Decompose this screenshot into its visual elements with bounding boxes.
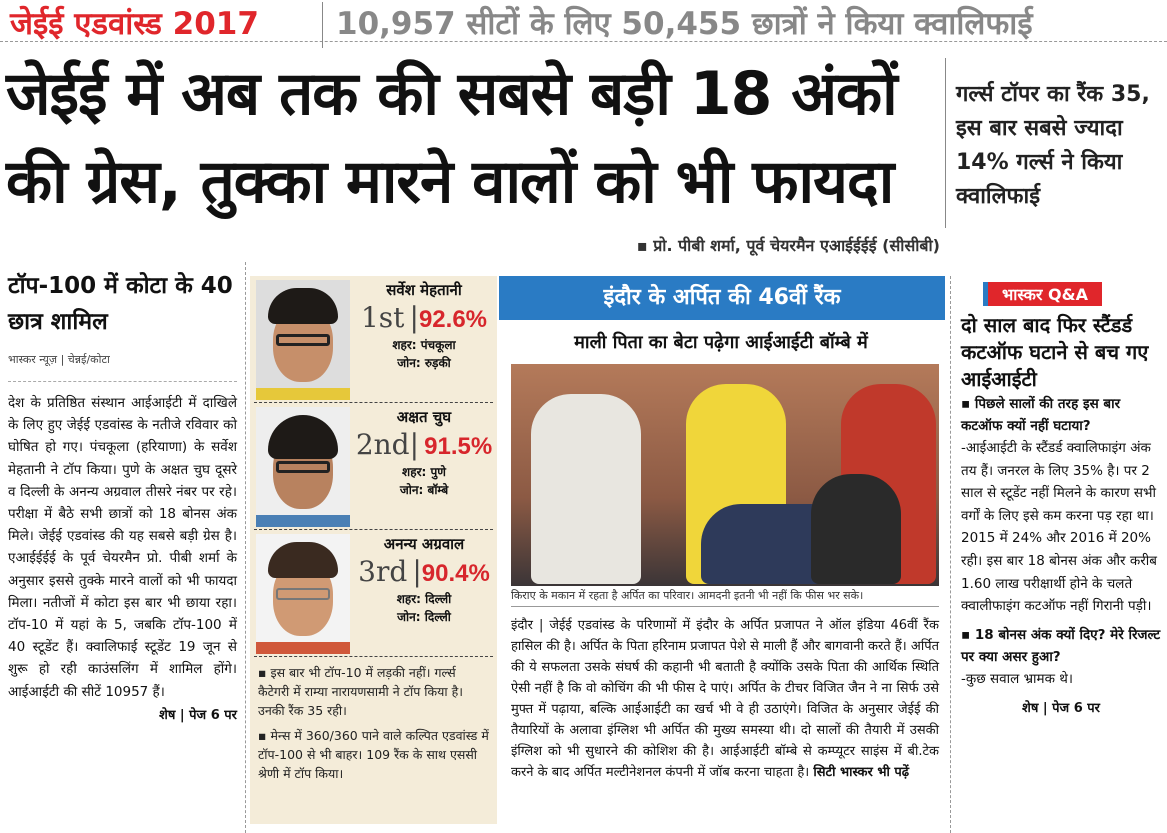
story-heading: टॉप-100 में कोटा के 40 छात्र शामिल [8, 273, 233, 335]
kota-story [0, 262, 246, 833]
topper-name: अनन्य अग्रवाल [383, 535, 465, 553]
story-text: इंदौर | जेईई एडवांस्ड के परिणामों में इंदौर के अर्पित प्रजापत ने ऑल इंडिया 46वीं रैंक हासिल की है। अर्पित के पिता हरिनाम प्रजापत पेशे से माली हैं और बागवानी करते हैं। अर्पित की ये सफलता उसके संघर्ष की कहानी भी बताती है क्योंकि उसके पिता की आर्थिक स्थिति ऐसी नहीं है कि वो कोचिंग की भी फीस दे पाएं। अर्पित के टीचर विजित जैन ने ना सिर्फ उसे मुफ्त में पढ़ाया, बल्कि आईआईटी का खर्च भी वे ही उठाएंगे। विजित के अनुसार जेईई की तैयारियों के अलावा इंग्लिश भी अर्पित की मुख्य समस्या थी। दो सालों की तैयारी में उसकी इंग्लिश को भी सुधारने की कोशिश की है। आईआईटी बॉम्बे से कम्प्यूटर साइंस में बी.टेक करने के बाद अर्पित मल्टीनेशनल कंपनी में जॉब करना चाहता है। [511, 618, 939, 780]
topper-score: 92.6% [418, 306, 488, 333]
continued-link[interactable]: शेष | पेज 6 पर [159, 707, 237, 723]
story-body: देश के प्रतिष्ठित संस्थान आईआईटी में दाखिले के लिए हुए जेईई एडवांस्ड के नतीजे रविवार को घोषित हो गए। पंचकूला (हरियाणा) के सर्वेश मेहतानी ने टॉप किया। पुणे के अक्षत चुघ दूसरे व दिल्ली के अनन्य अग्रवाल तीसरे नंबर पर रहे। परीक्षा में बैठे सभी छात्रों को 18 बोनस अंक मिले। जेईई एडवांस्ड की यह सबसे बड़ी ग्रेस है। एआईईईई के पूर्व चेयरमैन प्रो. पीबी शर्मा के अनुसार इससे तुक्के मारने वालों को भी फायदा मिला। नतीजों में कोटा इस बार भी छाया रहा। टॉप-10 में यहां के 5, जबकि टॉप-100 में 40 स्टूडेंट हैं। क्वालिफाई स्टूडेंट 19 जून से शुरू हो रही काउंसलिंग में शामिल होंगे। आईआईटी की सीटें 10957 हैं। [8, 395, 237, 700]
topper-photo [256, 534, 350, 654]
topper-name: अक्षत चुघ [396, 408, 452, 426]
side-highlight: गर्ल्स टॉपर का रैंक 35, इस बार सबसे ज्यादा 14% गर्ल्स ने किया क्वालिफाई [945, 58, 1167, 228]
headline-line-2: की ग्रेस, तुक्का मारने वालों को भी फायदा [6, 147, 894, 217]
topper-card: अनन्य अग्रवाल 3rd |90.4% शहर: दिल्ली जोन: दिल्ली [254, 530, 493, 657]
topper-zone: जोन: दिल्ली [397, 610, 451, 624]
question: ▪ 18 बोनस अंक क्यों दिए? मेरे रिजल्ट पर क्या असर हुआ? [961, 626, 1161, 665]
topper-rank: 3rd [358, 555, 408, 588]
story-source: भास्कर न्यूज़ | चेन्नई/कोटा [8, 352, 237, 382]
note-item: ▪ मेन्स में 360/360 पाने वाले कल्पित एडवांस्ड में टॉप-100 से भी बाहर। 109 रैंक के साथ एससी श्रेणी में टॉप किया। [258, 728, 489, 781]
topper-zone: जोन: बॉम्बे [399, 483, 449, 497]
answer: -आईआईटी के स्टैंडर्ड क्वालिफाइंग अंक तय हैं। जनरल के लिए 35% है। पर 2 साल से स्टूडेंट नहीं मिलने के कारण सभी वर्गों के लिए इसे कम करना पड़ रहा था। 2015 में 24% और 2016 में 20% रही। इस बार 18 बोनस अंक और करीब 1.60 लाख परीक्षार्थी होने के चलते क्वालीफाइंग कटऑफ नहीं गिरानी पड़ी। [961, 440, 1157, 615]
answer: -कुछ सवाल भ्रामक थे। [961, 670, 1074, 687]
topper-photo [256, 280, 350, 400]
topper-zone: जोन: रुड़की [397, 356, 451, 370]
story-banner: इंदौर के अर्पित की 46वीं रैंक [499, 276, 945, 320]
topper-city: शहर: पंचकूला [392, 338, 456, 352]
qa-heading: दो साल बाद फिर स्टैंडर्ड कटऑफ घटाने से बच गए आईआईटी [961, 313, 1149, 391]
question: ▪ पिछले सालों की तरह इस बार कटऑफ क्यों नहीं घटाया? [961, 396, 1121, 434]
toppers-panel [250, 276, 497, 824]
topper-rank: 2nd [355, 428, 410, 461]
quote-byline: ▪ प्रो. पीबी शर्मा, पूर्व चेयरमैन एआईईईई (सीसीबी) [636, 236, 940, 255]
topper-notes [250, 657, 497, 795]
story-body [511, 615, 939, 783]
section-label: जेईई एडवांस्ड 2017 [10, 6, 259, 42]
topper-rank: 1st [360, 301, 405, 334]
family-photo [511, 364, 939, 586]
divider [322, 2, 323, 48]
topper-score: 91.5% [424, 433, 493, 460]
continued-link[interactable]: शेष | पेज 6 पर [1022, 701, 1100, 717]
story-subhead: माली पिता का बेटा पढ़ेगा आईआईटी बॉम्बे में [574, 332, 868, 353]
qa-label: भास्कर Q&A [983, 282, 1102, 306]
note-item: ▪ इस बार भी टॉप-10 में लड़की नहीं। गर्ल्स कैटेगरी में राम्या नारायणसामी ने टॉप किया है। उनकी रैंक 35 रही। [258, 665, 463, 718]
indore-story [497, 276, 945, 833]
topper-photo [256, 407, 350, 527]
topper-name: सर्वेश मेहतानी [386, 281, 462, 299]
topper-card: सर्वेश मेहतानी 1st |92.6% शहर: पंचकूला जोन: रुड़की [254, 276, 493, 403]
topper-city: शहर: दिल्ली [396, 592, 452, 606]
topper-score: 90.4% [421, 560, 490, 587]
qa-column [950, 276, 1167, 833]
kicker-summary: 10,957 सीटों के लिए 50,455 छात्रों ने किया क्वालिफाई [336, 6, 1033, 42]
topper-city: शहर: पुणे [402, 465, 446, 479]
photo-caption: किराए के मकान में रहता है अर्पित का परिवार। आमदनी इतनी भी नहीं कि फीस भर सके। [511, 588, 939, 607]
read-more-link[interactable]: सिटी भास्कर भी पढ़ें [813, 765, 910, 780]
headline-line-1: जेईई में अब तक की सबसे बड़ी 18 अंकों [6, 59, 897, 129]
headline [6, 50, 936, 226]
topper-card: अक्षत चुघ 2nd| 91.5% शहर: पुणे जोन: बॉम्बे [254, 403, 493, 530]
kicker-bar [0, 0, 1167, 42]
